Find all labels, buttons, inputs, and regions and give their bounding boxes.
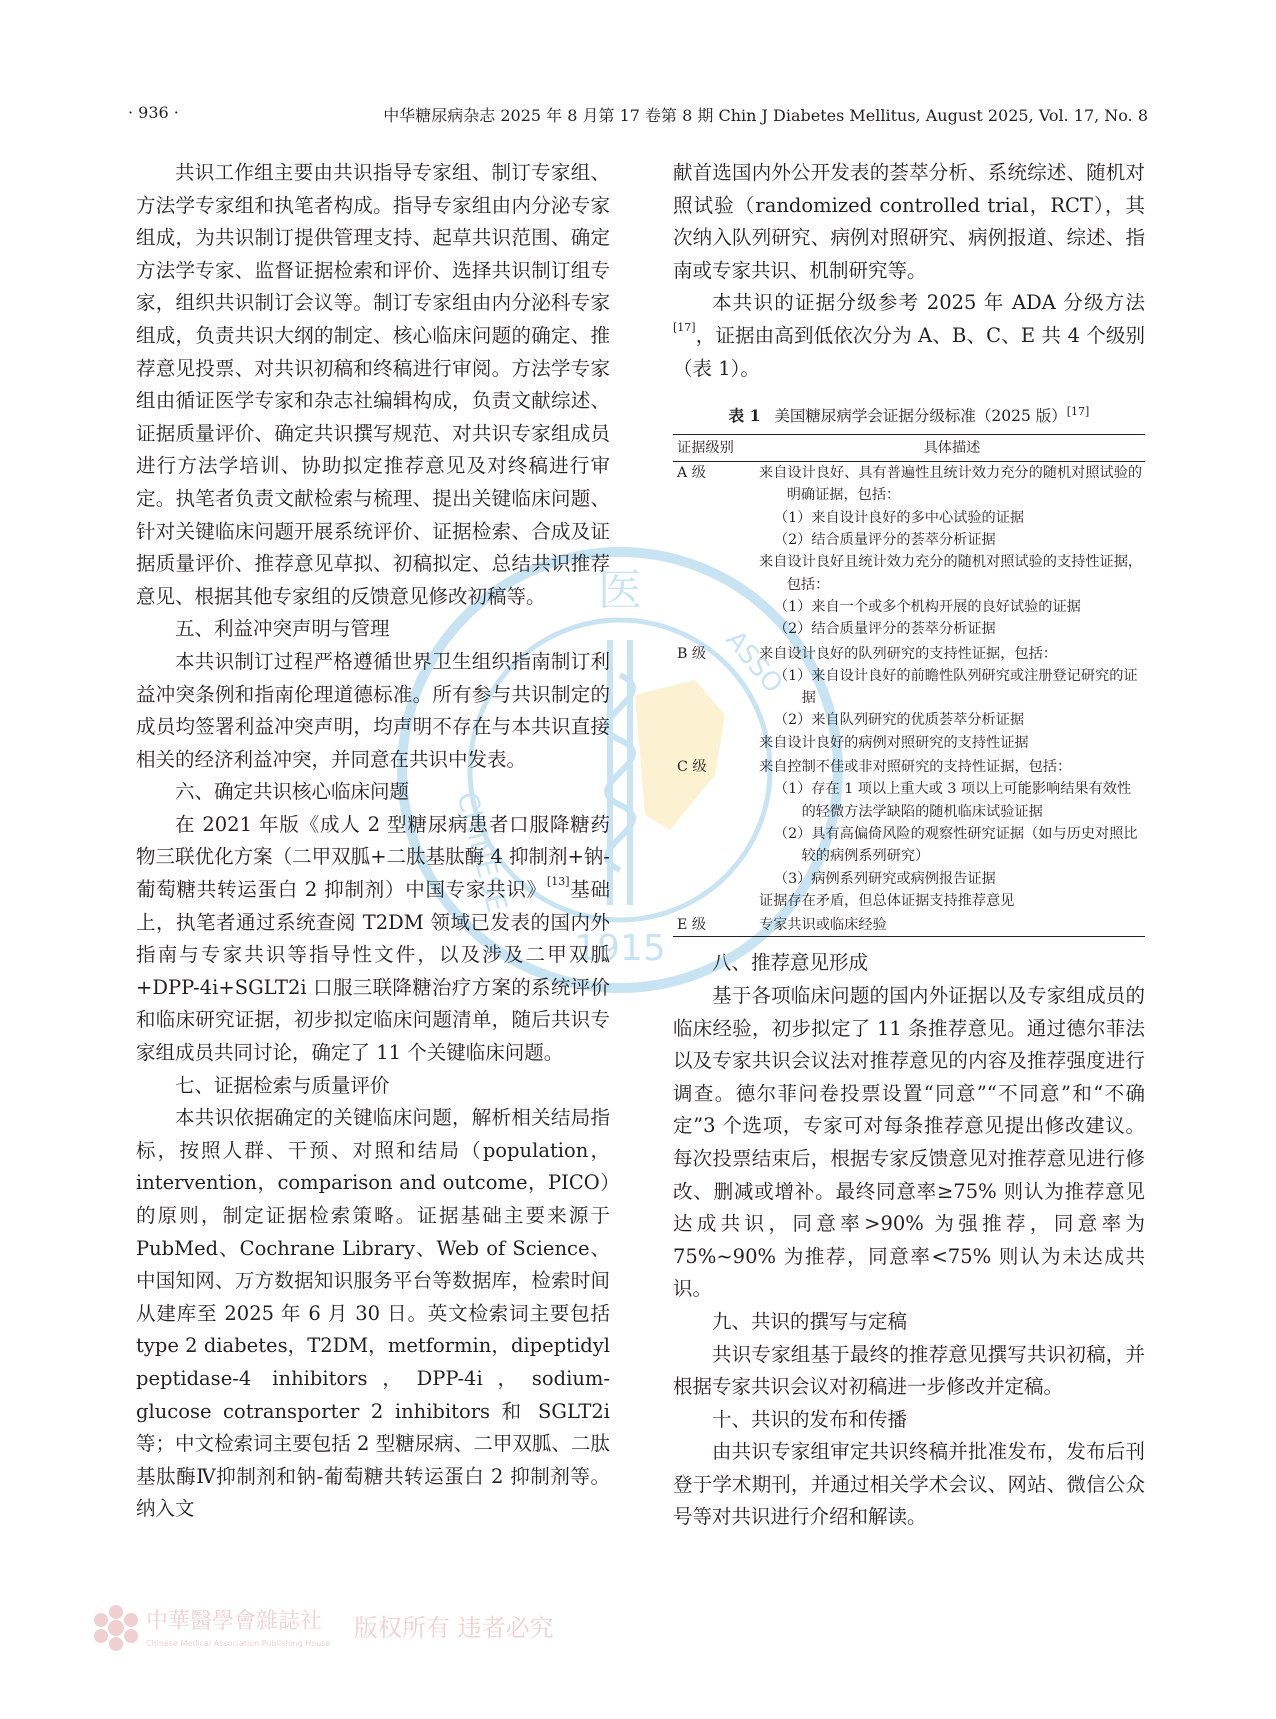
journal-citation: 中华糖尿病杂志 2025 年 8 月第 17 卷第 8 期 Chin J Diabetes Mellitus, August 2025, Vol. 17, No. 8 bbox=[383, 106, 1148, 125]
evidence-description-cell: （1）存在 1 项以上重大或 3 项以上可能影响结果有效性的轻微方法学缺陷的随机临床试验证据 bbox=[773, 781, 1132, 820]
evidence-description-cell: 证据存在矛盾，但总体证据支持推荐意见 bbox=[759, 892, 1015, 909]
table-row bbox=[673, 868, 1145, 890]
paragraph-recommendation-formation: 基于各项临床问题的国内外证据以及专家组成员的临床经验，初步拟定了 11 条推荐意见。通过德尔菲法以及专家共识会议法对推荐意见的内容及推荐强度进行调查。德尔菲问卷投票设置“同意”“不同意”和“不确定”3 个选项，专家可对每条推荐意见提出修改建议。每次投票结束后，根据专家反馈意见对推荐意见进行修改、删减或增补。最终同意率≥75% 则认为推荐意见达成共识，同意率>90% 为强推荐，同意率为 75%~90% 为推荐，同意率<75% 则认为未达成共识。 bbox=[673, 983, 1145, 1301]
evidence-description-cell: 来自设计良好、具有普遍性且统计效力充分的随机对照试验的明确证据，包括： bbox=[759, 465, 1143, 504]
evidence-description-cell: （3）病例系列研究或病例报告证据 bbox=[773, 870, 996, 887]
table-row bbox=[673, 823, 1145, 868]
evidence-description-cell: （2）来自队列研究的优质荟萃分析证据 bbox=[773, 712, 1025, 729]
paragraph-conflict-of-interest: 本共识制订过程严格遵循世界卫生组织指南制订利益冲突条例和指南伦理道德标准。所有参与共识制定的成员均签署利益冲突声明，均声明不存在与本共识直接相关的经济利益冲突，并同意在共识中发表。 bbox=[136, 649, 610, 771]
evidence-description-cell: 来自设计良好的病例对照研究的支持性证据 bbox=[759, 734, 1029, 751]
evidence-level-cell: A 级 bbox=[677, 465, 706, 482]
citation-ref: [13] bbox=[546, 875, 570, 889]
evidence-level-cell bbox=[673, 823, 759, 868]
table-row bbox=[673, 778, 1145, 823]
evidence-description-cell: （1）来自设计良好的前瞻性队列研究或注册登记研究的证据 bbox=[773, 667, 1138, 707]
publisher-name-english: Chinese Medical Association Publishing House bbox=[146, 1639, 331, 1648]
page-header bbox=[128, 103, 1148, 133]
evidence-description-cell: （2）结合质量评分的荟萃分析证据 bbox=[773, 532, 996, 549]
watermark-right-text: ASSO bbox=[719, 625, 789, 700]
paragraph-text: ，证据由高到低依次分为 A、B、C、E 共 4 个级别（表 1）。 bbox=[673, 323, 1145, 380]
table-row bbox=[673, 551, 1145, 596]
evidence-level-cell: E 级 bbox=[677, 917, 707, 934]
evidence-level-cell bbox=[673, 778, 759, 823]
evidence-level-cell bbox=[673, 665, 759, 710]
citation-ref: [17] bbox=[1066, 405, 1090, 419]
evidence-level-cell: C 级 bbox=[677, 759, 707, 776]
table-row bbox=[673, 507, 1145, 529]
page-number: · 936 · bbox=[128, 103, 179, 122]
table-row bbox=[673, 665, 1145, 710]
paragraph-dissemination: 由共识专家组审定共识终稿并批准发布，发布后刊登于学术期刊，并通过相关学术会议、网站、微信公众号等对共识进行介绍和解读。 bbox=[673, 1440, 1145, 1529]
paragraph-text: 本共识的证据分级参考 2025 年 ADA 分级方法 bbox=[712, 291, 1145, 315]
paragraph-inclusion: 献首选国内外公开发表的荟萃分析、系统综述、随机对照试验（randomized controlled trial，RCT），其次纳入队列研究、病例对照研究、病例报道、综述、指南或专家共识、机制研究等。 bbox=[673, 161, 1145, 282]
heading-recommendation-formation: 八、推荐意见形成 bbox=[712, 951, 869, 975]
evidence-description-cell: （2）结合质量评分的荟萃分析证据 bbox=[773, 621, 996, 638]
copyright-slogan: 版权所有 违者必究 bbox=[354, 1614, 554, 1642]
evidence-level-cell bbox=[673, 529, 759, 551]
table-row bbox=[673, 912, 1145, 937]
paragraph-text: 基础上，执笔者通过系统查阅 T2DM 领域已发表的国内外指南与专家共识等指导性文件，以及涉及二甲双胍+DPP-4i+SGLT2i 口服三联降糖治疗方案的系统评价和临床研究证据，初步拟定临床问题清单，随后共识专家组成员共同讨论，确定了 11 个关键临床问题。 bbox=[136, 878, 610, 1065]
table-row bbox=[673, 462, 1145, 507]
evidence-grading-table bbox=[673, 434, 1145, 937]
evidence-description-cell: （2）具有高偏倚风险的观察性研究证据（如与历史对照比较的病例系列研究） bbox=[773, 825, 1138, 865]
citation-ref: [17] bbox=[673, 320, 696, 334]
table-label: 表 1 bbox=[728, 406, 761, 426]
evidence-level-cell bbox=[673, 551, 759, 596]
evidence-description-cell: 来自设计良好的队列研究的支持性证据，包括： bbox=[759, 645, 1057, 662]
evidence-level-cell bbox=[673, 596, 759, 618]
publisher-logo bbox=[92, 1600, 572, 1656]
paragraph-evidence-retrieval: 本共识依据确定的关键临床问题，解析相关结局指标，按照人群、干预、对照和结局（population，intervention，comparison and outcome，PICO）的原则，制定证据检索策略。证据基础主要来源于 PubMed、Cochrane Library、Web of Science、中国知网、万方数据知识服务平台等数据库，检索时间从建库至 2025 年 6 月 30 日。英文检索词主要包括 type 2 diabetes，T2DM，metformin，dipeptidyl peptidase-4 inhibitors，DPP-4i，sodium-glucose cotransporter 2 inhibitors 和 SGLT2i 等；中文检索词主要包括 2 型糖尿病、二甲双胍、二肽基肽酶Ⅳ抑制剂和钠-葡萄糖共转运蛋白 2 抑制剂等。纳入文 bbox=[136, 1106, 610, 1521]
paragraph-clinical-questions bbox=[136, 809, 610, 1070]
table-header-level: 证据级别 bbox=[673, 435, 759, 462]
watermark-top-text: 医 bbox=[598, 565, 642, 616]
evidence-level-cell bbox=[673, 890, 759, 912]
evidence-level-cell bbox=[673, 732, 759, 754]
watermark-left-text: CHINESE bbox=[450, 788, 514, 916]
publisher-name: 中華醫學會雜誌社 bbox=[146, 1609, 323, 1634]
table-row bbox=[673, 529, 1145, 551]
evidence-description-cell: （1）来自一个或多个机构开展的良好试验的证据 bbox=[773, 598, 1081, 615]
evidence-description-cell: 专家共识或临床经验 bbox=[759, 917, 887, 934]
evidence-level-cell: B 级 bbox=[677, 645, 707, 662]
evidence-description-cell: 来自设计良好且统计效力充分的随机对照试验的支持性证据，包括： bbox=[759, 554, 1143, 593]
heading-clinical-questions: 六、确定共识核心临床问题 bbox=[175, 780, 410, 804]
table-row bbox=[673, 754, 1145, 778]
table-row bbox=[673, 596, 1145, 618]
evidence-level-cell bbox=[673, 507, 759, 529]
watermark-year: 1915 bbox=[574, 928, 666, 969]
table-row bbox=[673, 732, 1145, 754]
evidence-level-cell bbox=[673, 868, 759, 890]
paragraph-grading bbox=[673, 287, 1145, 385]
left-column bbox=[136, 157, 610, 1526]
flower-logo-icon bbox=[94, 1605, 138, 1651]
table-row bbox=[673, 709, 1145, 731]
table-caption bbox=[673, 404, 1145, 428]
table-row bbox=[673, 618, 1145, 640]
evidence-level-cell bbox=[673, 618, 759, 640]
paragraph-text: 在 2021 年版《成人 2 型糖尿病患者口服降糖药物三联优化方案（二甲双胍+二肽基肽酶 4 抑制剂+钠-葡萄糖共转运蛋白 2 抑制剂）中国专家共识》 bbox=[136, 812, 610, 902]
evidence-description-cell: 来自控制不佳或非对照研究的支持性证据，包括： bbox=[759, 759, 1072, 776]
table-header-description: 具体描述 bbox=[759, 435, 1145, 462]
evidence-level-cell bbox=[673, 709, 759, 731]
heading-evidence-retrieval: 七、证据检索与质量评价 bbox=[175, 1073, 390, 1097]
paragraph-working-group: 共识工作组主要由共识指导专家组、制订专家组、方法学专家组和执笔者构成。指导专家组由内分泌专家组成，为共识制订提供管理支持、起草共识范围、确定方法学专家、监督证据检索和评价、选择共识制订组专家，组织共识制订会议等。制订专家组由内分泌科专家组成，负责共识大纲的制定、核心临床问题的确定、推荐意见投票、对共识初稿和终稿进行审阅。方法学专家组由循证医学专家和杂志社编辑构成，负责文献综述、证据质量评价、确定共识撰写规范、对共识专家组成员进行方法学培训、协助拟定推荐意见及对终稿进行审定。执笔者负责文献检索与梳理、提出关键临床问题、针对关键临床问题开展系统评价、证据检索、合成及证据质量评价、推荐意见草拟、初稿拟定、总结共识推荐意见、根据其他专家组的反馈意见修改初稿等。 bbox=[136, 161, 610, 608]
paragraph-drafting: 共识专家组基于最终的推荐意见撰写共识初稿，并根据专家共识会议对初稿进一步修改并定稿。 bbox=[673, 1342, 1145, 1399]
table-title: 美国糖尿病学会证据分级标准（2025 版） bbox=[774, 407, 1067, 426]
heading-dissemination: 十、共识的发布和传播 bbox=[712, 1407, 908, 1431]
heading-conflict-of-interest: 五、利益冲突声明与管理 bbox=[175, 617, 390, 641]
right-column bbox=[673, 157, 1145, 1534]
table-row bbox=[673, 890, 1145, 912]
heading-drafting: 九、共识的撰写与定稿 bbox=[712, 1309, 908, 1333]
evidence-description-cell: （1）来自设计良好的多中心试验的证据 bbox=[773, 509, 1025, 526]
table-row bbox=[673, 641, 1145, 665]
